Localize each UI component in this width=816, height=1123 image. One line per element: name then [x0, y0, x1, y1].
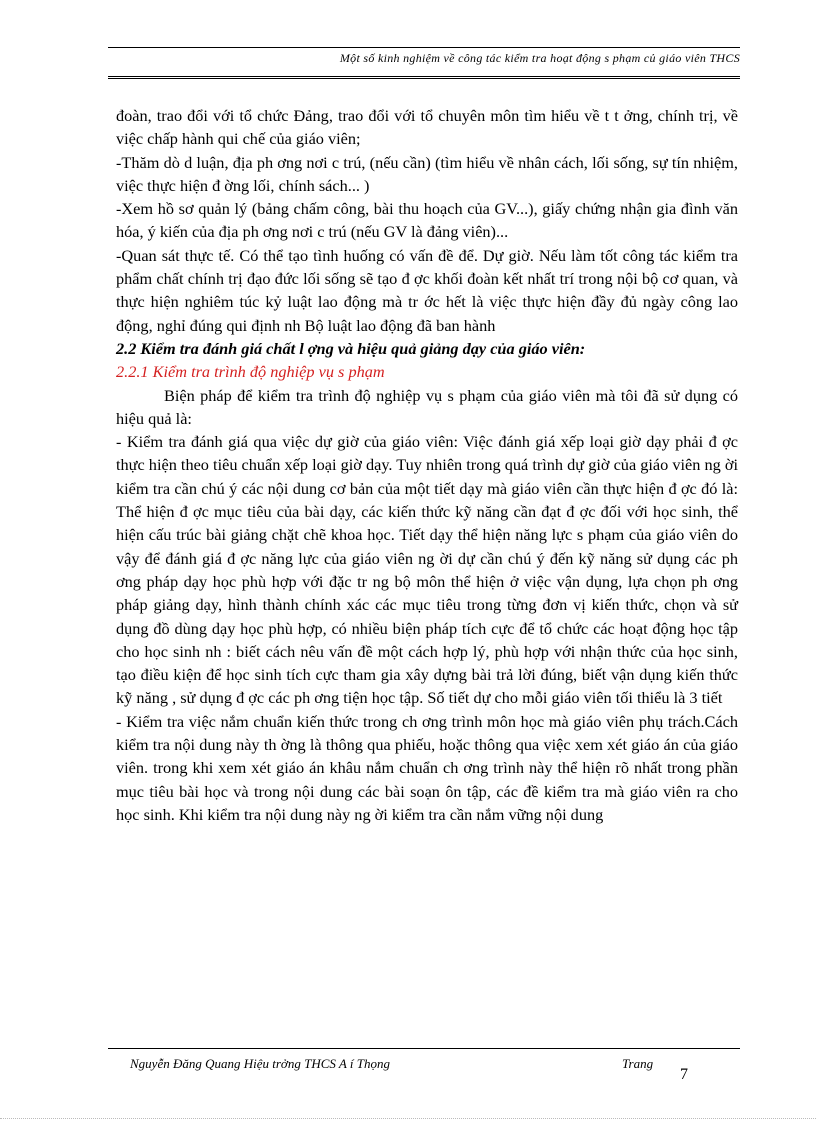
document-body — [116, 104, 738, 826]
paragraph: - Kiểm tra đánh giá qua việc dự giờ của giáo viên: Việc đánh giá xếp loại giờ dạy phải đ ợc thực hiện theo tiêu chuẩn xếp loại giờ dạy. Tuy nhiên trong quá trình dự giờ của giáo viên ng ời kiểm tra cần chú ý các nội dung cơ bản của một tiết dạy mà giáo viên cần thực hiện đ ợc đó là: Thể hiện đ ợc mục tiêu của bài dạy, các kiến thức kỹ năng cần đạt đ ợc đối với học sinh, thể hiện cấu trúc bài giảng chặt chẽ khoa học. Tiết dạy thể hiện năng lực s phạm của giáo viên do vậy để đánh giá đ ợc năng lực của giáo viên ng ời dự cần chú ý đến kỹ năng sử dụng các ph ơng pháp dạy học phù hợp với đặc tr ng bộ môn thể hiện ở việc vận dụng, lựa chọn ph ơng pháp giảng dạy, hình thành chính xác các mục tiêu trong từng đơn vị kiến thức, chọn và sử dụng đồ dùng dạy học phù hợp, có nhiều biện pháp tích cực để tổ chức các hoạt động học tập cho học sinh nh : biết cách nêu vấn đề một cách hợp lý, phù hợp với nhận thức của học sinh, tạo điều kiện để học sinh tích cực tham gia xây dựng bài trả lời đúng, biết vận dụng kiến thức kỹ năng , sử dụng đ ợc các ph ơng tiện học tập. Số tiết dự cho mỗi giáo viên tối thiểu là 3 tiết — [116, 432, 738, 708]
page-bottom-edge — [0, 1118, 816, 1119]
running-header: Một số kinh nghiệm về công tác kiểm tra hoạt động s phạm củ giáo viên THCS — [339, 51, 740, 65]
footer-author: Nguyễn Đăng Quang Hiệu trởng THCS A í Thọng — [130, 1056, 390, 1071]
paragraph: đoàn, trao đổi với tổ chức Đảng, trao đổi với tổ chuyên môn tìm hiểu về t t ởng, chính trị, về việc chấp hành qui chế của giáo viên; — [116, 106, 738, 149]
section-heading: 2.2 Kiểm tra đánh giá chất l ợng và hiệu quả giảng dạy của giáo viên: — [116, 338, 586, 358]
paragraph: -Xem hồ sơ quản lý (bảng chấm công, bài thu hoạch của GV...), giấy chứng nhận gia đình văn hóa, ý kiến của địa ph ơng nơi c trú (nếu GV là đảng viên)... — [116, 199, 738, 242]
paragraph: -Thăm dò d luận, địa ph ơng nơi c trú, (nếu cần) (tìm hiểu về nhân cách, lối sống, sự tín nhiệm, việc thực hiện đ ờng lối, chính sách... ) — [116, 152, 738, 195]
footer-page-label: Trang — [622, 1056, 654, 1071]
subsection-heading: 2.2.1 Kiểm tra trình độ nghiệp vụ s phạm — [116, 362, 385, 382]
paragraph: - Kiểm tra việc nắm chuẩn kiến thức trong ch ơng trình môn học mà giáo viên phụ trách.Cách kiểm tra nội dung này th ờng là thông qua phiếu, hoặc thông qua việc xem xét giáo án của giáo viên. trong khi xem xét giáo án khâu nắm chuẩn ch ơng trình này thể hiện rõ nhất trong phần mục tiêu bài học và trong nội dung các bài soạn ôn tập, các đề kiểm tra mà giáo viên ra cho học sinh. Khi kiểm tra nội dung này ng ời kiểm tra cần nắm vững nội dung — [116, 711, 738, 824]
footer-rule — [108, 1048, 740, 1049]
paragraph: -Quan sát thực tế. Có thể tạo tình huống có vấn đề để. Dự giờ. Nếu làm tốt công tác kiểm tra phẩm chất chính trị đạo đức lối sống sẽ tạo đ ợc khối đoàn kết nhất trí trong nội bộ cơ quan, và thực hiện nghiêm túc kỷ luật lao động mà tr ớc hết là việc thực hiện đầy đủ ngày công lao động, nghỉ đúng qui định nh Bộ luật lao động đã ban hành — [116, 245, 738, 335]
page-number: 7 — [680, 1066, 688, 1083]
paragraph: Biện pháp để kiểm tra trình độ nghiệp vụ s phạm của giáo viên mà tôi đã sử dụng có hiệu quả là: — [116, 385, 738, 428]
